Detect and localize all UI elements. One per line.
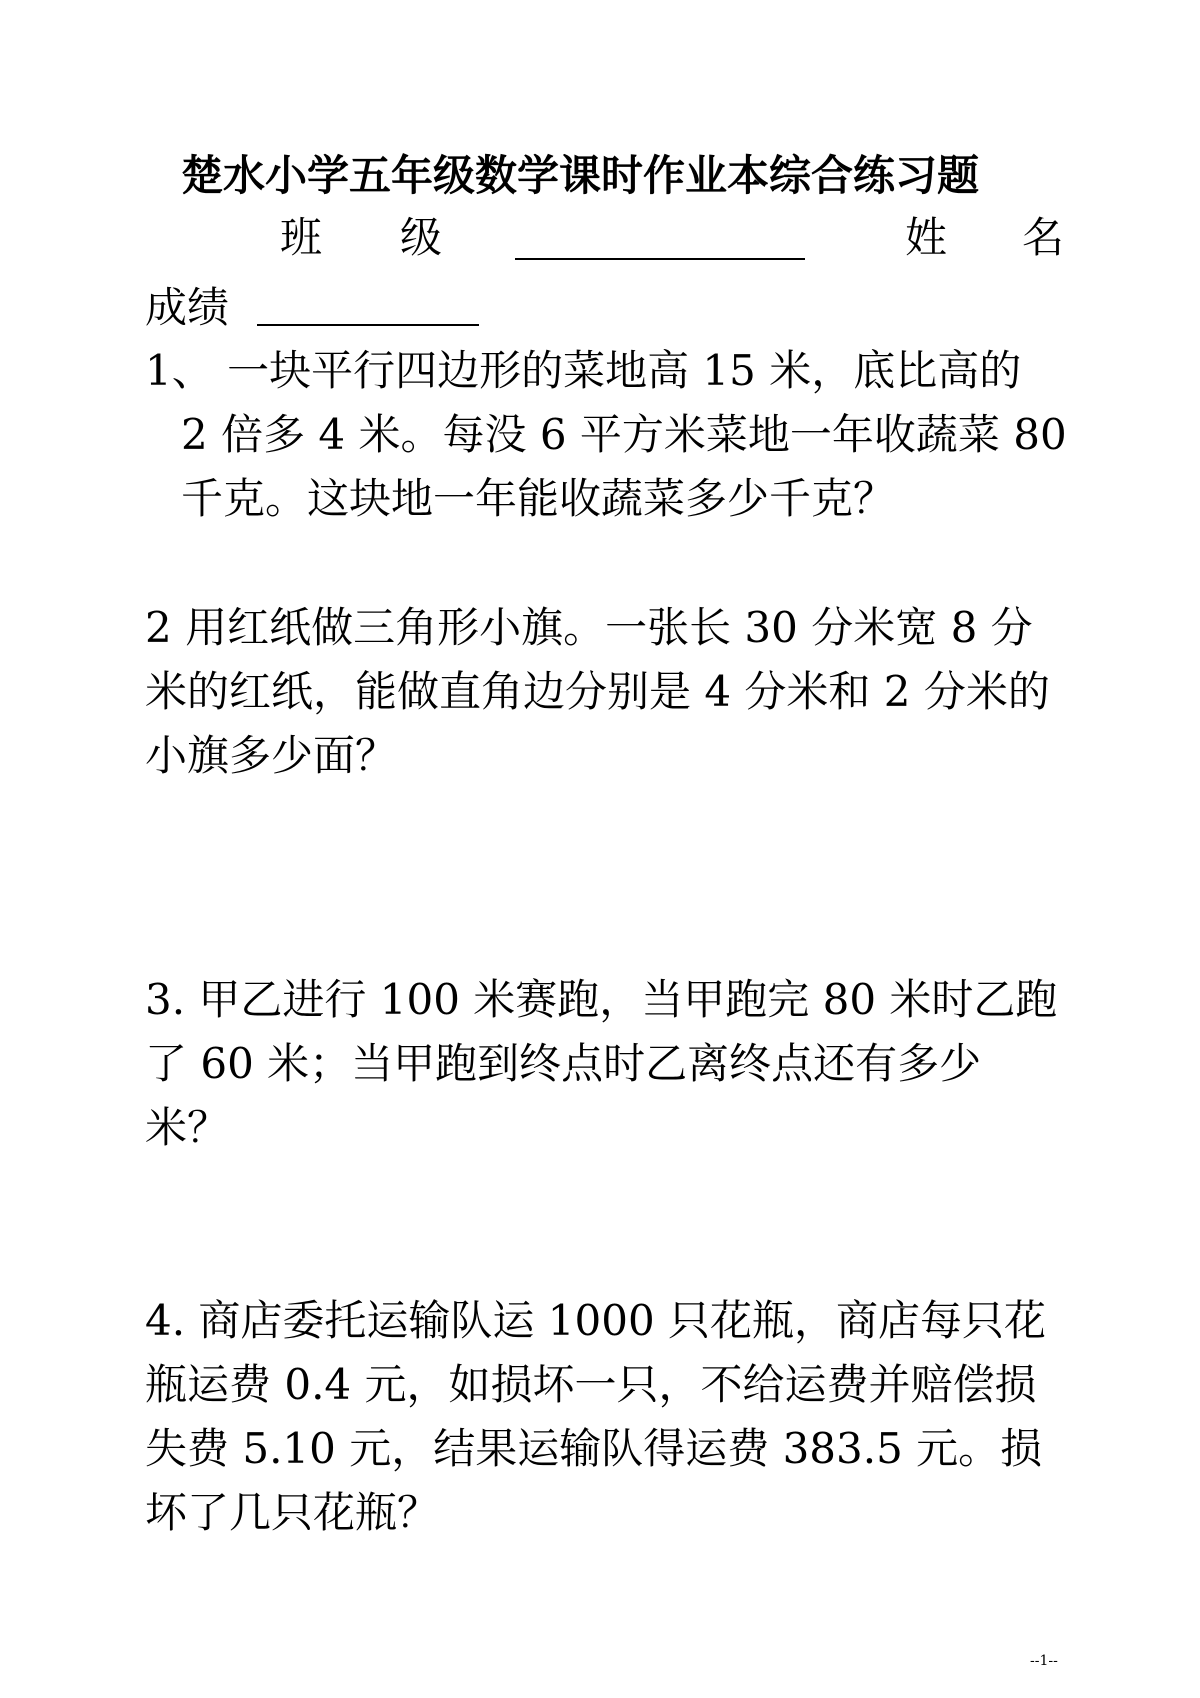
name-label-char-2: 名: [1022, 213, 1065, 262]
question-4-line-2: 瓶运费 0.4 元，如损坏一只，不给运费并赔偿损: [145, 1360, 1037, 1409]
question-3-line-1: 3. 甲乙进行 100 米赛跑，当甲跑完 80 米时乙跑: [145, 975, 1058, 1024]
question-4: [145, 1289, 1067, 1545]
question-4-line-1: 4. 商店委托运输队运 1000 只花瓶，商店每只花: [145, 1296, 1047, 1345]
question-2-line-2: 米的红纸，能做直角边分别是 4 分米和 2 分米的: [145, 667, 1050, 716]
question-4-line-3: 失费 5.10 元，结果运输队得运费 383.5 元。损: [145, 1424, 1043, 1473]
question-2-line-1: 2 用红纸做三角形小旗。一张长 30 分米宽 8 分: [145, 603, 1033, 652]
question-3-line-2: 了 60 米；当甲跑到终点时乙离终点还有多少: [145, 1039, 982, 1088]
score-label: 成绩: [145, 283, 230, 332]
class-blank-line[interactable]: [515, 258, 805, 260]
score-blank-line[interactable]: [257, 324, 479, 326]
class-label-char-2: 级: [400, 213, 443, 262]
question-4-line-4: 坏了几只花瓶？: [145, 1488, 440, 1537]
name-label-char-1: 姓: [905, 213, 948, 262]
page-number: --1--: [1030, 1653, 1058, 1669]
question-2-line-3: 小旗多少面？: [145, 731, 398, 780]
page-title: 楚水小学五年级数学课时作业本综合练习题: [181, 151, 980, 200]
question-1-line-1: 1、 一块平行四边形的菜地高 15 米，底比高的: [145, 346, 1022, 395]
question-3-line-3: 米？: [145, 1103, 230, 1152]
class-label-char-1: 班: [280, 213, 323, 262]
question-2: [145, 596, 1067, 788]
question-3: [145, 968, 1067, 1160]
question-1: [145, 339, 1067, 531]
question-1-line-2: 2 倍多 4 米。每没 6 平方米菜地一年收蔬菜 80: [181, 410, 1067, 459]
question-1-line-3: 千克。这块地一年能收蔬菜多少千克？: [181, 474, 896, 523]
